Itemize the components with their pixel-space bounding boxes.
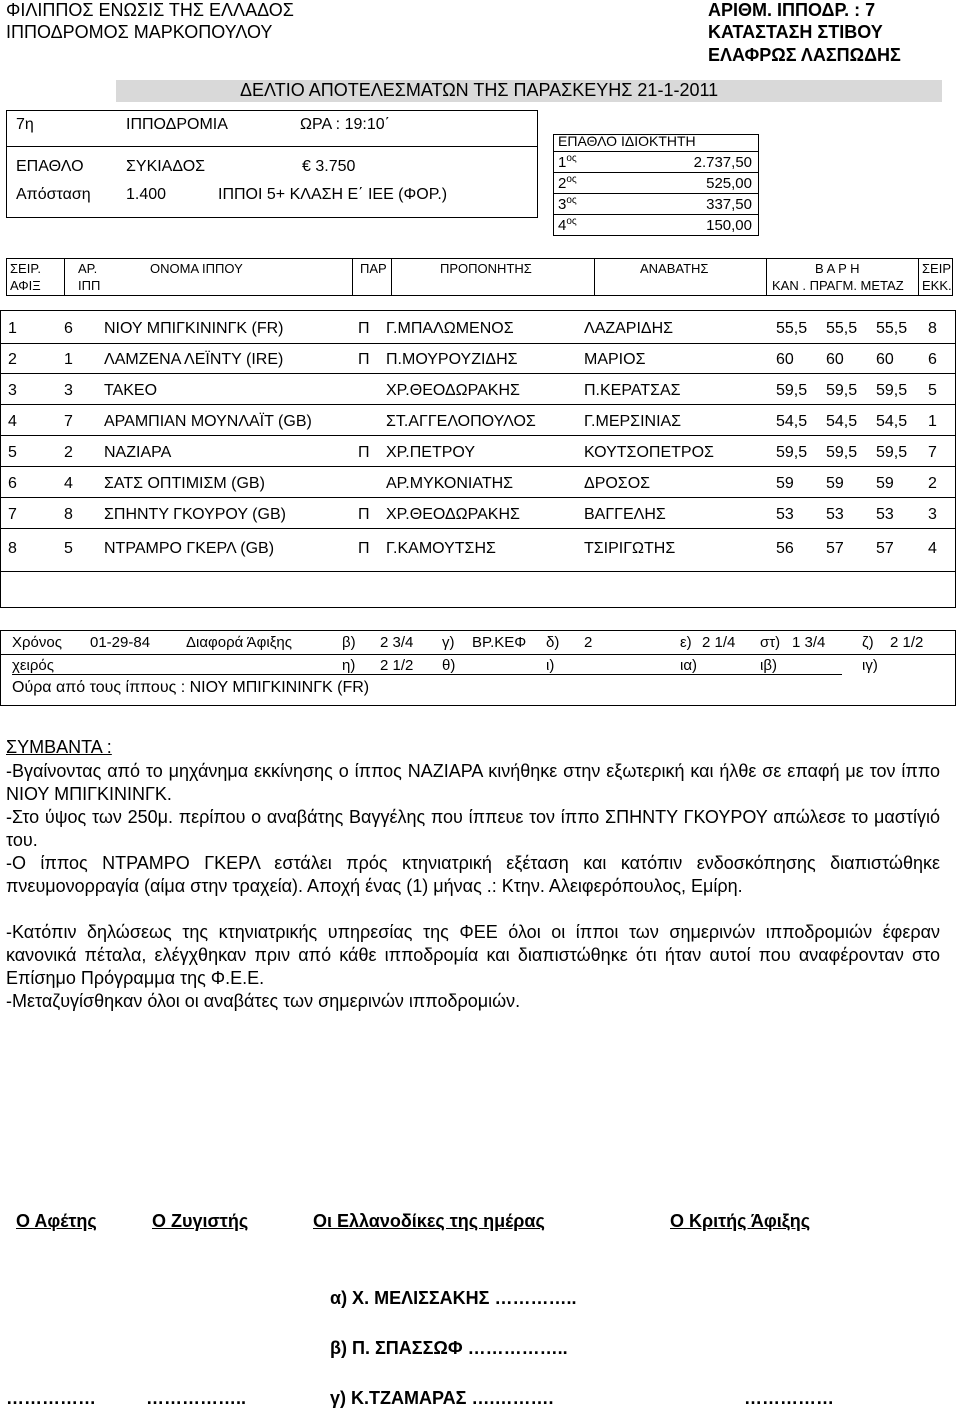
- prize-position: $3^{o\varsigma}$: [558, 195, 577, 213]
- weight-kan: 60: [776, 351, 794, 368]
- weight-metaz: 57: [876, 540, 894, 557]
- diff-g-value: ΒΡ.ΚΕΦ: [472, 634, 527, 651]
- col-seir-sub: ΑΦΙΞ: [10, 278, 41, 293]
- horse-number: 2: [64, 444, 73, 461]
- diff-st-value: 1 3/4: [792, 634, 826, 651]
- start-position: 4: [928, 540, 937, 557]
- trainer-name: Γ.ΜΠΑΛΩΜΕΝΟΣ: [386, 320, 514, 337]
- divider: [64, 258, 65, 296]
- trainer-name: Γ.ΚΑΜΟΥΤΣΗΣ: [386, 540, 496, 557]
- weight-kan: 53: [776, 506, 794, 523]
- horse-name: ΑΡΑΜΠΙΑΝ ΜΟΥΝΛΑΪΤ (GB): [104, 413, 312, 430]
- col-ar: ΑΡ.: [78, 261, 98, 276]
- track-condition-value: ΕΛΑΦΡΩΣ ΛΑΣΠΩΔΗΣ: [708, 45, 901, 65]
- horse-number: 7: [64, 413, 73, 430]
- bulletin-title: ΔΕΛΤΙΟ ΑΠΟΤΕΛΕΣΜΑΤΩΝ ΤΗΣ ΠΑΡΑΣΚΕΥΗΣ 21-1-2011: [240, 80, 719, 100]
- hand-label: χειρός: [12, 657, 54, 674]
- row-divider: [0, 373, 956, 374]
- horse-number: 4: [64, 475, 73, 492]
- weight-pragm: 60: [826, 351, 844, 368]
- horse-number: 8: [64, 506, 73, 523]
- diff-e: ε): [680, 634, 692, 651]
- diff-d-value: 2: [584, 634, 593, 651]
- row-divider: [0, 404, 956, 405]
- weight-metaz: 55,5: [876, 320, 908, 337]
- row-divider: [0, 571, 956, 572]
- start-position: 8: [928, 320, 937, 337]
- diff-e-value: 2 1/4: [702, 634, 736, 651]
- trainer-name: ΧΡ.ΠΕΤΡΟΥ: [386, 444, 476, 461]
- incident-paragraph: -Μεταζυγίσθηκαν όλοι οι αναβάτες των σημερινών ιπποδρομιών.: [6, 991, 521, 1011]
- horse-name: ΝΙΟΥ ΜΠΙΓΚΙΝΙΝΓΚ (FR): [104, 320, 284, 337]
- jockey-name: ΚΟΥΤΣΟΠΕΤΡΟΣ: [584, 444, 714, 461]
- race-conditions: ΙΠΠΟΙ 5+ ΚΛΑΣΗ Ε΄ ΙΕΕ (ΦΟΡ.): [218, 186, 448, 203]
- prize-amount: 337,50: [706, 196, 752, 213]
- divider: [391, 258, 392, 296]
- divider: [0, 654, 956, 655]
- col-par: ΠΑΡ: [360, 261, 387, 276]
- prize-position: $4^{o\varsigma}$: [558, 216, 577, 234]
- incidents-title: ΣΥΜΒΑΝΤΑ :: [6, 737, 112, 757]
- prize-amount: € 3.750: [302, 158, 356, 175]
- row-divider: [0, 435, 956, 436]
- weight-kan: 55,5: [776, 320, 808, 337]
- divider: [553, 214, 759, 215]
- col-ar-sub: ΙΠΠ: [78, 278, 101, 293]
- horse-par: Π: [358, 320, 370, 337]
- finish-position: 3: [8, 382, 17, 399]
- prize-amount: 2.737,50: [693, 154, 752, 171]
- finish-position: 1: [8, 320, 17, 337]
- steward-signature-c: γ) Κ.ΤΖΑΜΑΡΑΣ ….……….: [330, 1388, 554, 1408]
- weight-pragm: 53: [826, 506, 844, 523]
- official-starter: Ο Αφέτης: [16, 1211, 97, 1231]
- horse-number: 3: [64, 382, 73, 399]
- steward-signature-b: β) Π. ΣΠΑΣΣΩΦ ……………..: [330, 1338, 568, 1358]
- col-jockey: ΑΝΑΒΑΤΗΣ: [640, 261, 709, 276]
- horse-name: ΝΤΡΑΜΡΟ ΓΚΕΡΛ (GB): [104, 540, 275, 557]
- starter-signature-line: ……………: [6, 1388, 96, 1408]
- divider: [918, 258, 919, 296]
- weight-pragm: 59,5: [826, 444, 858, 461]
- weight-pragm: 59,5: [826, 382, 858, 399]
- judge-signature-line: ……………: [744, 1388, 834, 1408]
- row-divider: [0, 343, 956, 344]
- start-position: 7: [928, 444, 937, 461]
- trainer-name: Π.ΜΟΥΡΟΥΖΙΔΗΣ: [386, 351, 518, 368]
- prize-name: ΣΥΚΙΑΔΟΣ: [126, 158, 206, 175]
- jockey-name: Γ.ΜΕΡΣΙΝΙΑΣ: [584, 413, 682, 430]
- jockey-name: Π.ΚΕΡΑΤΣΑΣ: [584, 382, 681, 399]
- diff-z: ζ): [862, 634, 874, 651]
- race-label: ΙΠΠΟΔΡΟΜΙΑ: [126, 116, 228, 133]
- start-position: 6: [928, 351, 937, 368]
- weight-kan: 59: [776, 475, 794, 492]
- weight-metaz: 54,5: [876, 413, 908, 430]
- jockey-name: ΜΑΡΙΟΣ: [584, 351, 646, 368]
- weight-pragm: 57: [826, 540, 844, 557]
- race-day-number: ΑΡΙΘΜ. ΙΠΠΟΔΡ. : 7: [708, 0, 876, 20]
- finish-position: 2: [8, 351, 17, 368]
- horse-par: Π: [358, 444, 370, 461]
- diff-z-value: 2 1/2: [890, 634, 924, 651]
- start-position: 5: [928, 382, 937, 399]
- weight-metaz: 59: [876, 475, 894, 492]
- start-position: 1: [928, 413, 937, 430]
- row-divider: [0, 497, 956, 498]
- divider: [553, 193, 759, 194]
- weight-pragm: 55,5: [826, 320, 858, 337]
- horse-name: ΝΑΖΙΑΡΑ: [104, 444, 172, 461]
- trainer-name: ΧΡ.ΘΕΟΔΩΡΑΚΗΣ: [386, 506, 520, 523]
- horse-name: ΛΑΜΖΕΝΑ ΛΕΪΝΤΥ (IRE): [104, 351, 284, 368]
- finish-position: 7: [8, 506, 17, 523]
- prize-position: $1^{o\varsigma}$: [558, 153, 577, 171]
- race-time-value: 01-29-84: [90, 634, 151, 651]
- weight-pragm: 59: [826, 475, 844, 492]
- diff-ib: ιβ): [760, 657, 777, 674]
- diff-b-value: 2 3/4: [380, 634, 414, 651]
- horse-number: 5: [64, 540, 73, 557]
- diff-st: στ): [760, 634, 781, 651]
- racecourse-name: ΙΠΠΟΔΡΟΜΟΣ ΜΑΡΚΟΠΟΥΛΟΥ: [6, 22, 273, 42]
- prize-amount: 525,00: [706, 175, 752, 192]
- col-seir: ΣΕΙΡ.: [10, 261, 41, 276]
- horse-par: Π: [358, 540, 370, 557]
- trainer-name: ΧΡ.ΘΕΟΔΩΡΑΚΗΣ: [386, 382, 520, 399]
- official-judge: Ο Κριτής Άφιξης: [670, 1211, 811, 1231]
- time-label: Χρόνος: [12, 634, 62, 651]
- divider: [352, 258, 353, 296]
- jockey-name: ΔΡΟΣΟΣ: [584, 475, 651, 492]
- horse-par: Π: [358, 351, 370, 368]
- col-start: ΣΕΙΡ: [922, 261, 951, 276]
- horse-par: Π: [358, 506, 370, 523]
- jockey-name: ΒΑΓΓΕΛΗΣ: [584, 506, 666, 523]
- diff-b: β): [342, 634, 356, 651]
- divider: [594, 258, 595, 296]
- trainer-name: ΣΤ.ΑΓΓΕΛΟΠΟΥΛΟΣ: [386, 413, 536, 430]
- weigher-signature-line: ……………..: [146, 1388, 247, 1408]
- incident-paragraph: -Ο ίππος ΝΤΡΑΜΡΟ ΓΚΕΡΛ εστάλει πρός κτηνιατρική εξέταση και κατόπιν ενδοσκόπησης διαπιστώθηκε πνευμονορραγία (αίμα στην τραχεία). Αποχή ένας (1) μήνας .: Κτην. Αλειφερόπουλος, Εμίρη.: [6, 853, 940, 896]
- diff-i: ι): [546, 657, 555, 674]
- timing-underline: [12, 674, 842, 675]
- weight-metaz: 59,5: [876, 444, 908, 461]
- diff-d: δ): [546, 634, 560, 651]
- finish-position: 6: [8, 475, 17, 492]
- weight-kan: 59,5: [776, 382, 808, 399]
- col-weights-sub: ΚΑΝ . ΠΡΑΓΜ. ΜΕΤΑΖ: [772, 278, 904, 293]
- horse-name: ΣΑΤΣ ΟΠΤΙΜΙΣΜ (GB): [104, 475, 265, 492]
- steward-signature-a: α) Χ. ΜΕΛΙΣΣΑΚΗΣ …………..: [330, 1288, 577, 1308]
- jockey-name: ΤΣΙΡΙΓΩΤΗΣ: [584, 540, 676, 557]
- diff-ig: ιγ): [862, 657, 878, 674]
- weight-kan: 56: [776, 540, 794, 557]
- finish-position: 8: [8, 540, 17, 557]
- weight-metaz: 60: [876, 351, 894, 368]
- official-stewards: Οι Ελλανοδίκες της ημέρας: [313, 1211, 545, 1231]
- finish-position: 5: [8, 444, 17, 461]
- horse-name: ΣΠΗΝΤΥ ΓΚΟΥΡΟΥ (GB): [104, 506, 286, 523]
- horse-name: ΤΑΚΕΟ: [104, 382, 158, 399]
- diff-label: Διαφορά Άφιξης: [186, 634, 292, 651]
- divider: [553, 151, 759, 152]
- weight-metaz: 59,5: [876, 382, 908, 399]
- official-weigher: Ο Ζυγιστής: [152, 1211, 249, 1231]
- weight-kan: 54,5: [776, 413, 808, 430]
- diff-g: γ): [442, 634, 455, 651]
- divider: [6, 146, 538, 147]
- horse-number: 6: [64, 320, 73, 337]
- col-name: ΟΝΟΜΑ ΙΠΠΟΥ: [150, 261, 243, 276]
- finish-position: 4: [8, 413, 17, 430]
- row-divider: [0, 466, 956, 467]
- col-trainer: ΠΡΟΠΟΝΗΤΗΣ: [440, 261, 532, 276]
- jockey-name: ΛΑΖΑΡΙΔΗΣ: [584, 320, 674, 337]
- trainer-name: ΑΡ.ΜΥΚΟΝΙΑΤΗΣ: [386, 475, 514, 492]
- diff-h: η): [342, 657, 356, 674]
- weight-kan: 59,5: [776, 444, 808, 461]
- incident-paragraph: -Βγαίνοντας από το μηχάνημα εκκίνησης ο ίππος ΝΑΖΙΑΡΑ κινήθηκε στην εξωτερική και ήλθε σε επαφή με τον ίππο ΝΙΟΥ ΜΠΙΓΚΙΝΙΝΓΚ.: [6, 761, 940, 804]
- row-divider: [0, 528, 956, 529]
- owner-prize-title: ΕΠΑΘΛΟ ΙΔΙΟΚΤΗΤΗ: [558, 133, 696, 149]
- diff-ia: ια): [680, 657, 697, 674]
- tail-horse: Ούρα από τους ίππους : ΝΙΟΥ ΜΠΙΓΚΙΝΙΝΓΚ (FR): [12, 679, 370, 696]
- distance-label: Απόσταση: [16, 186, 91, 203]
- track-condition-label: ΚΑΤΑΣΤΑΣΗ ΣΤΙΒΟΥ: [708, 22, 883, 42]
- incident-paragraph: -Στο ύψος των 250μ. περίπου ο αναβάτης Βαγγέλης που ίππευε τον ίππο ΣΠΗΝΤΥ ΓΚΟΥΡΟΥ απώλεσε το μαστίγιό του.: [6, 807, 940, 850]
- race-time: ΩΡΑ : 19:10΄: [300, 116, 390, 133]
- diff-h-value: 2 1/2: [380, 657, 414, 674]
- col-start-sub: ΕΚΚ.: [922, 278, 952, 293]
- horse-number: 1: [64, 351, 73, 368]
- incident-paragraph: -Κατόπιν δηλώσεως της κτηνιατρικής υπηρεσίας της ΦΕΕ όλοι οι ίπποι των σημερινών ιπποδρομιών έφεραν κανονικά πέταλα, ελέγχθηκαν πριν από κάθε ιπποδρομία και διαπιστώθηκε ότι ήταν αυτοί που αναφέρονταν στο Επίσημο Πρόγραμμα της Φ.Ε.Ε.: [6, 922, 940, 988]
- weight-pragm: 54,5: [826, 413, 858, 430]
- prize-amount: 150,00: [706, 217, 752, 234]
- start-position: 3: [928, 506, 937, 523]
- start-position: 2: [928, 475, 937, 492]
- race-number: 7η: [16, 116, 34, 133]
- divider: [766, 258, 767, 296]
- prize-label: ΕΠΑΘΛΟ: [16, 158, 84, 175]
- federation-name: ΦΙΛΙΠΠΟΣ ΕΝΩΣΙΣ ΤΗΣ ΕΛΛΑΔΟΣ: [6, 0, 294, 20]
- col-weights: Β Α Ρ Η: [815, 261, 860, 276]
- diff-th: θ): [442, 657, 456, 674]
- prize-position: $2^{o\varsigma}$: [558, 174, 577, 192]
- divider: [553, 172, 759, 173]
- weight-metaz: 53: [876, 506, 894, 523]
- distance-value: 1.400: [126, 186, 167, 203]
